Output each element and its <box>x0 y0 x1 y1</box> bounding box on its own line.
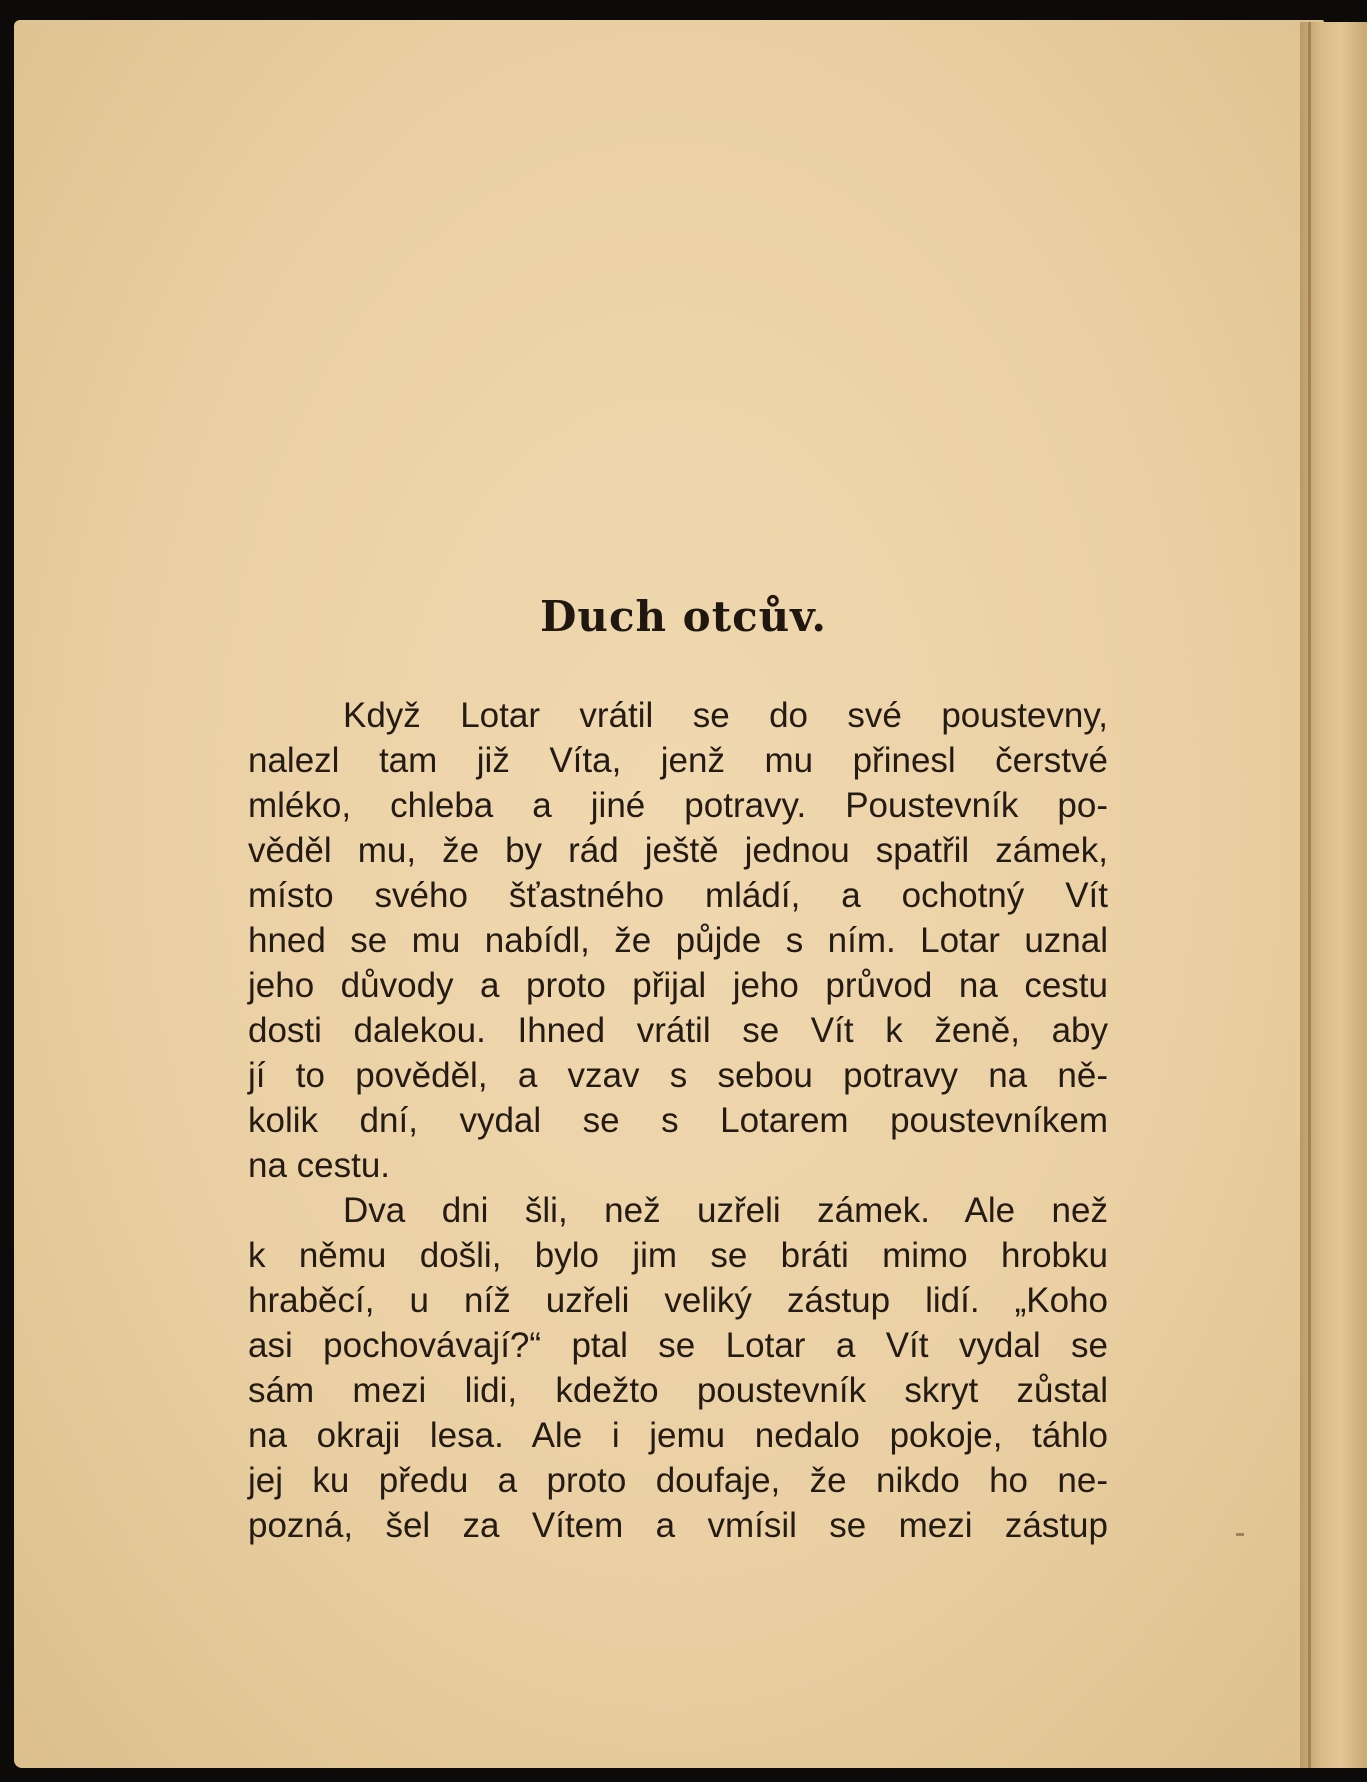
text-line: na cestu. <box>248 1146 391 1185</box>
page-gutter <box>1308 22 1311 1768</box>
text-line: jí to pověděl, a vzav s sebou potravy na ně- <box>248 1056 1108 1095</box>
text-line: pozná, šel za Vítem a vmísil se mezi zástup <box>248 1506 1108 1545</box>
paragraph <box>248 1188 1108 1548</box>
text-line: asi pochovávají?“ ptal se Lotar a Vít vydal se <box>248 1326 1108 1365</box>
body-text <box>248 693 1108 1548</box>
text-line: jeho důvody a proto přijal jeho průvod na cestu <box>248 966 1108 1005</box>
text-line: věděl mu, že by rád ještě jednou spatřil zámek, <box>248 831 1108 870</box>
text-line: místo svého šťastného mládí, a ochotný Vít <box>248 876 1108 915</box>
text-line: jej ku předu a proto doufaje, že nikdo ho ne- <box>248 1461 1108 1500</box>
text-line: sám mezi lidi, kdežto poustevník skryt zůstal <box>248 1371 1108 1410</box>
ink-speck <box>1236 1533 1244 1536</box>
text-line: kolik dní, vydal se s Lotarem poustevníkem <box>248 1101 1108 1140</box>
text-line: mléko, chleba a jiné potravy. Poustevník po- <box>248 786 1108 825</box>
text-line: Dva dni šli, než uzřeli zámek. Ale než <box>343 1191 1108 1230</box>
text-line: dosti dalekou. Ihned vrátil se Vít k ženě, aby <box>248 1011 1108 1050</box>
text-line: k němu došli, bylo jim se bráti mimo hrobku <box>248 1236 1108 1275</box>
text-line: na okraji lesa. Ale i jemu nedalo pokoje, táhlo <box>248 1416 1108 1455</box>
text-line: nalezl tam již Víta, jenž mu přinesl čerstvé <box>248 741 1108 780</box>
text-line: hraběcí, u níž uzřeli veliký zástup lidí. „Koho <box>248 1281 1108 1320</box>
paragraph <box>248 693 1108 1188</box>
chapter-title: Duch otcův. <box>539 592 827 641</box>
text-line: Když Lotar vrátil se do své poustevny, <box>343 696 1108 735</box>
text-line: hned se mu nabídl, že půjde s ním. Lotar uznal <box>248 921 1108 960</box>
